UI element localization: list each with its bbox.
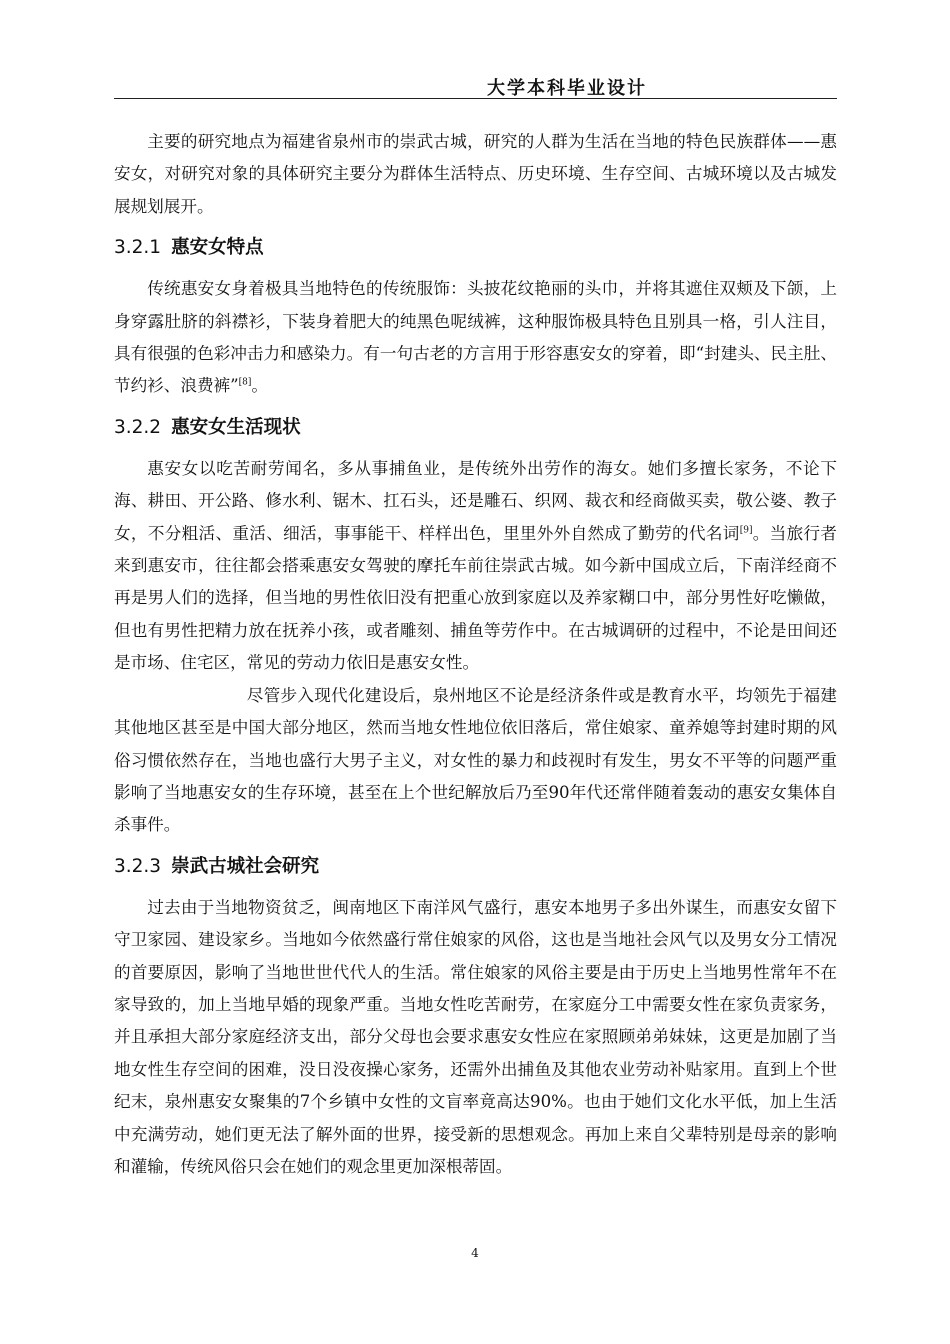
intro-paragraph: 主要的研究地点为福建省泉州市的崇武古城，研究的人群为生活在当地的特色民族群体——惠安女，对研究对象的具体研究主要分为群体生活特点、历史环境、生存空间、古城环境以及古城发展规划展开。 [114,132,837,216]
citation-ref: [9] [739,525,753,536]
body-paragraph [114,453,837,680]
paragraph-text: 。当旅行者来到惠安市，往往都会搭乘惠安女驾驶的摩托车前往崇武古城。如今新中国成立后，下南洋经商不再是男人们的选择，但当地的男性依旧没有把重心放到家庭以及养家糊口中，部分男性好吃懒做，但也有男性把精力放在抚养小孩，或者雕刻、捕鱼等劳作中。在古城调研的过程中，不论是田间还是市场、住宅区，常见的劳动力依旧是惠安女性。 [114,523,838,673]
section-heading-3-2-2 [114,413,837,443]
header-title: 大学本科毕业设计 [487,78,647,99]
citation-ref: [8] [238,377,252,388]
paragraph-text: 惠安女以吃苦耐劳闻名，多从事捕鱼业，是传统外出劳作的海女。她们多擅长家务，不论下海、耕田、开公路、修水利、锯木、扛石头，还是雕石、织网、裁衣和经商做买卖，敬公婆、教子女，不分粗活、重活、细活，事事能干、样样出色，里里外外自然成了勤劳的代名词 [114,458,837,543]
section-title: 崇武古城社会研究 [171,855,320,877]
section-number: 3.2.2 [114,416,162,438]
section-title: 惠安女生活现状 [171,416,301,438]
paragraph-text: 传统惠安女身着极具当地特色的传统服饰：头披花纹艳丽的头巾，并将其遮住双颊及下颌，上身穿露肚脐的斜襟衫，下装身着肥大的纯黑色呢绒裤，这种服饰极具特色且别具一格，引人注目，具有很强的色彩冲击力和感染力。有一句古老的方言用于形容惠安女的穿着，即“封建头、民主肚、节约衫、浪费裤” [114,279,837,396]
page-number: 4 [471,1246,479,1260]
body-paragraph: 过去由于当地物资贫乏，闽南地区下南洋风气盛行，惠安本地男子多出外谋生，而惠安女留下守卫家园、建设家乡。当地如今依然盛行常住娘家的风俗，这也是当地社会风气以及男女分工情况的首要原因，影响了当地世世代代人的生活。常住娘家的风俗主要是由于历史上当地男性常年不在家导致的，加上当地早婚的现象严重。当地女性吃苦耐劳，在家庭分工中需要女性在家负责家务，并且承担大部分家庭经济支出，部分父母也会要求惠安女性应在家照顾弟弟妹妹，这更是加剧了当地女性生存空间的困难，没日没夜操心家务，还需外出捕鱼及其他农业劳动补贴家用。直到上个世纪末，泉州惠安女聚集的7个乡镇中女性的文盲率竟高达90%。也由于她们文化水平低，加上生活中充满劳动，她们更无法了解外面的世界，接受新的思想观念。再加上来自父辈特别是母亲的影响和灌输，传统风俗只会在她们的观念里更加深根蒂固。 [114,897,837,1176]
section-number: 3.2.3 [114,855,162,877]
document-body [114,126,837,1183]
paragraph-text: 。 [251,376,268,396]
section-heading-3-2-3 [114,852,837,882]
section-heading-3-2-1 [114,233,837,263]
page-header [114,70,837,99]
section-title: 惠安女特点 [171,237,264,259]
body-paragraph [114,273,837,403]
section-number: 3.2.1 [114,237,162,259]
body-paragraph: 尽管步入现代化建设后，泉州地区不论是经济条件或是教育水平，均领先于福建其他地区甚至是中国大部分地区，然而当地女性地位依旧落后，常住娘家、童养媳等封建时期的风俗习惯依然存在，当地也盛行大男子主义，对女性的暴力和歧视时有发生，男女不平等的问题严重影响了当地惠安女的生存环境，甚至在上个世纪解放后乃至90年代还常伴随着轰动的惠安女集体自杀事件。 [114,685,837,835]
